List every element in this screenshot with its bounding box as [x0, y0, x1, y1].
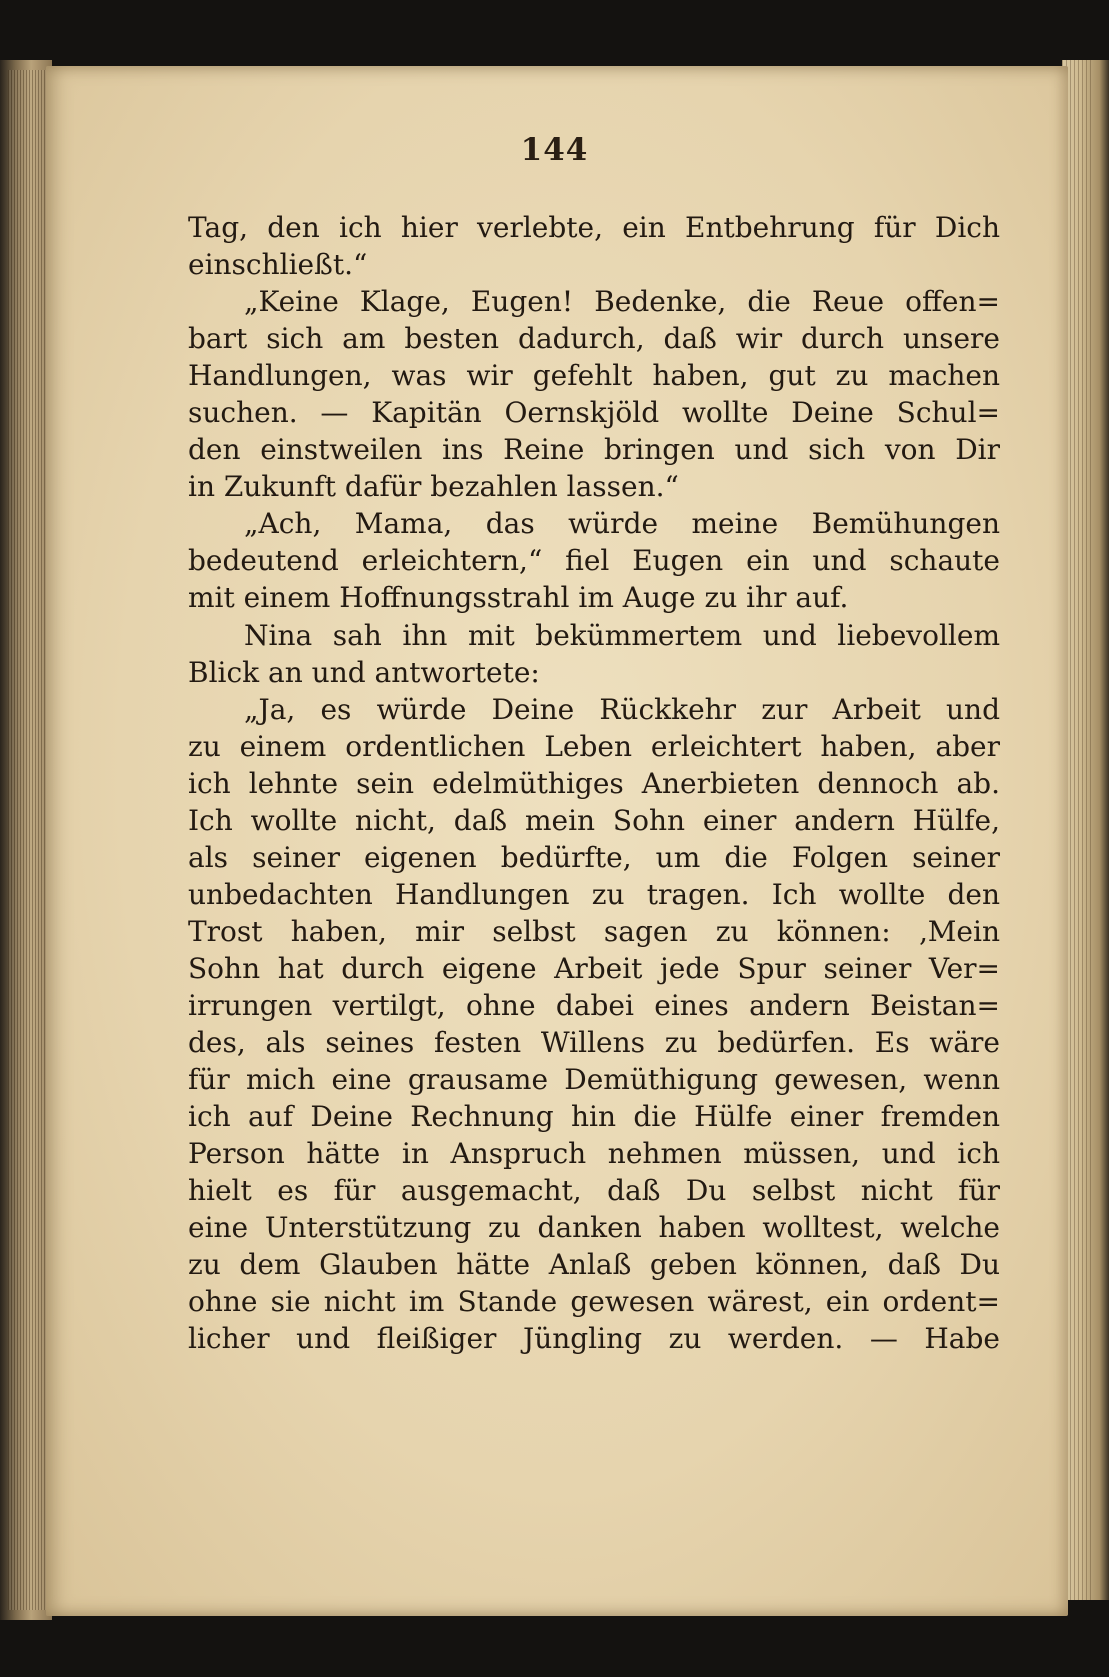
- text-line: Ich wollte nicht, daß mein Sohn einer andern Hülfe,: [188, 803, 1000, 837]
- text-line: „Ach, Mama, das würde meine Bemühungen: [244, 507, 1000, 541]
- page-text: [188, 209, 1000, 1357]
- text-line: „Keine Klage, Eugen! Bedenke, die Reue offen=: [244, 285, 1000, 319]
- text-line: zu einem ordentlichen Leben erleichtert haben, aber: [188, 729, 1000, 763]
- text-line: Person hätte in Anspruch nehmen müssen, und ich: [188, 1137, 1000, 1171]
- page-number: 144: [520, 132, 589, 168]
- text-line: einschließt.“: [188, 248, 368, 282]
- text-line: Tag, den ich hier verlebte, ein Entbehrung für Dich: [188, 211, 1000, 244]
- text-line: Handlungen, was wir gefehlt haben, gut zu machen: [188, 359, 1000, 393]
- text-line: bedeutend erleichtern,“ fiel Eugen ein und schaute: [188, 544, 1000, 578]
- text-line: für mich eine grausame Demüthigung gewesen, wenn: [188, 1063, 1000, 1097]
- text-line: Blick an und antwortete:: [188, 655, 540, 689]
- text-line: suchen. — Kapitän Oernskjöld wollte Deine Schul=: [188, 396, 1000, 430]
- text-line: licher und fleißiger Jüngling zu werden. — Habe: [188, 1322, 1000, 1356]
- text-line: ich auf Deine Rechnung hin die Hülfe einer fremden: [188, 1100, 1000, 1134]
- text-line: den einstweilen ins Reine bringen und sich von Dir: [188, 433, 1000, 467]
- text-line: bart sich am besten dadurch, daß wir durch unsere: [188, 322, 1000, 356]
- text-line: ich lehnte sein edelmüthiges Anerbieten dennoch ab.: [188, 766, 1000, 800]
- text-line: hielt es für ausgemacht, daß Du selbst nicht für: [188, 1174, 1000, 1208]
- text-line: Nina sah ihn mit bekümmertem und liebevollem: [244, 618, 1000, 652]
- text-line: „Ja, es würde Deine Rückkehr zur Arbeit und: [244, 692, 1000, 726]
- text-line: Trost haben, mir selbst sagen zu können: ‚Mein: [188, 914, 1000, 948]
- text-line: zu dem Glauben hätte Anlaß geben können, daß Du: [188, 1248, 1000, 1282]
- text-line: des, als seines festen Willens zu bedürfen. Es wäre: [188, 1026, 1000, 1060]
- text-line: ohne sie nicht im Stande gewesen wärest, ein ordent=: [188, 1285, 1000, 1319]
- text-line: irrungen vertilgt, ohne dabei eines andern Beistan=: [188, 988, 1000, 1022]
- text-line: eine Unterstützung zu danken haben wolltest, welche: [188, 1211, 1000, 1245]
- text-line: Sohn hat durch eigene Arbeit jede Spur seiner Ver=: [188, 951, 1000, 985]
- text-line: unbedachten Handlungen zu tragen. Ich wollte den: [188, 877, 1000, 911]
- text-line: als seiner eigenen bedürfte, um die Folgen seiner: [188, 840, 1000, 874]
- text-line: in Zukunft dafür bezahlen lassen.“: [188, 470, 679, 504]
- text-line: mit einem Hoffnungsstrahl im Auge zu ihr auf.: [188, 581, 849, 615]
